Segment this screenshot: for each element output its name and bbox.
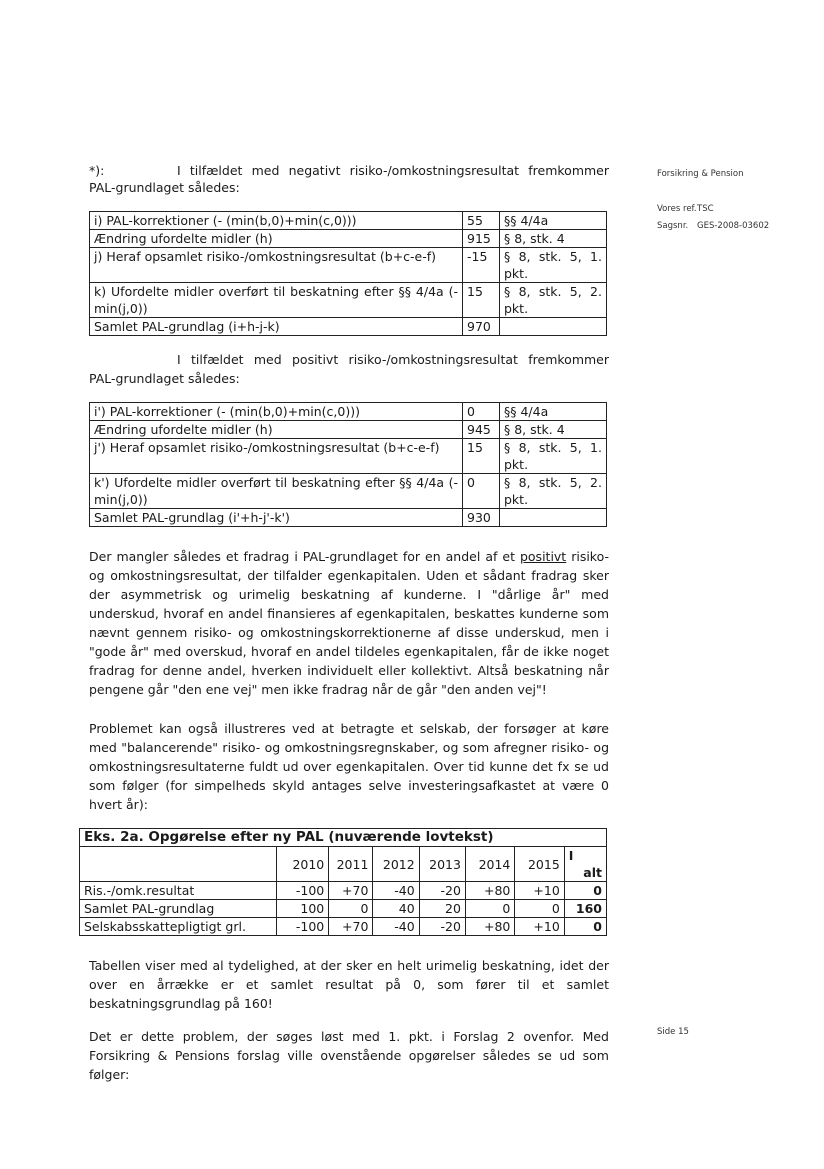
year-header-cell: 2014 [465,847,514,882]
example-total-cell: 0 [564,882,606,900]
example-year-header [80,847,607,882]
row-label: Ændring ufordelte midler (h) [90,230,463,248]
example-value-cell: -20 [419,918,465,936]
row-reference: § 8, stk. 5, 1. pkt. [500,439,607,474]
footnote-marker: *): [89,163,105,178]
total-header-line1: I [568,848,574,863]
example-value-cell: +10 [515,918,564,936]
example-value-cell: 40 [373,900,419,918]
intro-negative-line1 [89,163,609,178]
row-reference: § 8, stk. 5, 2. pkt. [500,283,607,318]
row-reference: §§ 4/4a [500,403,607,421]
example-value-cell: 0 [329,900,373,918]
example-total-cell: 160 [564,900,606,918]
example-value-cell: +80 [465,918,514,936]
table-row [80,882,607,900]
row-label: k') Ufordelte midler overført til beskatning efter §§ 4/4a (- min(j,0)) [90,474,463,509]
table-row [80,918,607,936]
table-row [90,439,607,474]
paragraph-conclusion: Tabellen viser med al tydelighed, at der sker en helt urimelig beskatning, idet der over en årrække er et samlet resultat på 0, som fører til et samlet beskatningsgrundlag på 160! [89,958,609,1011]
row-reference [500,509,607,527]
positivt-underlined: positivt [519,549,567,564]
document-body [84,163,609,1084]
sender-organization: Forsikring & Pension [657,169,744,179]
total-header-cell [564,847,606,882]
paragraph-illustration: Problemet kan også illustreres ved at betragte et selskab, der forsøger at køre med "balancerende" risiko- og omkostningsregnskaber, og som afregner risiko- og omkostningsresultaterne fuldt ud over egenkapitalen. Over tid kunne det fx se ud som følger (for simpelheds skyld antages selve investeringsafkastet at være 0 hvert år): [89,721,609,812]
row-label: i') PAL-korrektioner (- (min(b,0)+min(c,0))) [90,403,463,421]
example-row-label: Selskabsskattepligtigt grl. [80,918,277,936]
paragraph-proposal: Det er dette problem, der søges løst med 1. pkt. i Forslag 2 ovenfor. Med Forsikring & Pensions forslag ville ovenstående opgørelser således se ud som følger: [89,1029,609,1082]
year-header-cell: 2013 [419,847,465,882]
example-value-cell: +70 [329,918,373,936]
year-header-cell: 2015 [515,847,564,882]
example-value-cell: 0 [465,900,514,918]
row-label: Samlet PAL-grundlag (i+h-j-k) [90,318,463,336]
row-label: k) Ufordelte midler overført til beskatning efter §§ 4/4a (- min(j,0)) [90,283,463,318]
example-value-cell: -40 [373,882,419,900]
example-value-cell: -100 [276,882,329,900]
table-row [90,248,607,283]
row-label: Samlet PAL-grundlag (i'+h-j'-k') [90,509,463,527]
year-header-cell: 2010 [276,847,329,882]
example-value-cell: -20 [419,882,465,900]
example-value-cell: 20 [419,900,465,918]
year-header-cell: 2011 [329,847,373,882]
row-label: Ændring ufordelte midler (h) [90,421,463,439]
pal-positive-table [89,402,607,527]
paragraph-asymmetry [89,547,609,699]
example-value-cell: 100 [276,900,329,918]
vores-ref-label: Vores ref. [657,204,697,214]
row-value: 930 [463,509,500,527]
total-header-line2: alt [583,865,602,880]
row-reference: §§ 4/4a [500,212,607,230]
row-value: 0 [463,474,500,509]
row-reference: § 8, stk. 5, 1. pkt. [500,248,607,283]
table-row [90,318,607,336]
table-row [90,421,607,439]
case-number-line [657,220,769,232]
row-label: j) Heraf opsamlet risiko-/omkostningsresultat (b+c-e-f) [90,248,463,283]
row-label: j') Heraf opsamlet risiko-/omkostningsresultat (b+c-e-f) [90,439,463,474]
example-value-cell: -100 [276,918,329,936]
row-reference: § 8, stk. 4 [500,421,607,439]
example-value-cell: -40 [373,918,419,936]
row-reference: § 8, stk. 5, 2. pkt. [500,474,607,509]
row-reference [500,318,607,336]
intro-positive-line1: I tilfældet med positivt risiko-/omkostningsresultat fremkommer [177,352,609,367]
row-label: i) PAL-korrektioner (- (min(b,0)+min(c,0))) [90,212,463,230]
row-reference: § 8, stk. 4 [500,230,607,248]
example-header-blank [80,847,277,882]
page-number: Side 15 [657,1027,689,1037]
sagsnr-label: Sagsnr. [657,221,689,231]
paragraph-asymmetry-start: Der mangler således et fradrag i PAL-grundlaget for en andel af et [89,549,520,564]
example-table [79,828,607,936]
row-value: 945 [463,421,500,439]
table-row [90,230,607,248]
example-title: Eks. 2a. Opgørelse efter ny PAL (nuværende lovtekst) [80,829,607,847]
table-row [90,283,607,318]
example-value-cell: +10 [515,882,564,900]
table-row [90,474,607,509]
row-value: 55 [463,212,500,230]
row-value: -15 [463,248,500,283]
row-value: 15 [463,439,500,474]
example-value-cell: +80 [465,882,514,900]
table-row [90,403,607,421]
intro-negative-text: I tilfældet med negativt risiko-/omkostningsresultat fremkommer [177,163,609,178]
row-value: 970 [463,318,500,336]
table-row [80,900,607,918]
table-row [90,509,607,527]
example-total-cell: 0 [564,918,606,936]
intro-positive-line2: PAL-grundlaget således: [89,371,240,386]
paragraph-asymmetry-rest: risiko- og omkostningsresultat, der tilfalder egenkapitalen. Uden et sådant fradrag sker der asymmetrisk og urimelig beskatning af kunderne. I "dårlige år" med underskud, hvoraf en andel finansieres af egenkapitalen, beskattes kunderne som nævnt gennem risiko- og omkostningskorrektionerne af disse underskud, men i "gode år" med overskud, hvoraf en andel tildeles egenkapitalen, får de ikke noget fradrag for denne andel, hverken individuelt eller kollektivt. Altså beskatning når pengene går "den ene vej" men ikke fradrag når de går "den anden vej"! [89,549,609,697]
example-value-cell: +70 [329,882,373,900]
example-row-label: Ris.-/omk.resultat [80,882,277,900]
table-row [90,212,607,230]
vores-ref-value: TSC [697,204,714,214]
intro-negative-line2: PAL-grundlaget således: [89,180,240,195]
pal-negative-table [89,211,607,336]
row-value: 0 [463,403,500,421]
row-value: 15 [463,283,500,318]
example-value-cell: 0 [515,900,564,918]
year-header-cell: 2012 [373,847,419,882]
row-value: 915 [463,230,500,248]
reference-line [657,203,714,215]
sagsnr-value: GES-2008-03602 [697,221,770,231]
example-row-label: Samlet PAL-grundlag [80,900,277,918]
